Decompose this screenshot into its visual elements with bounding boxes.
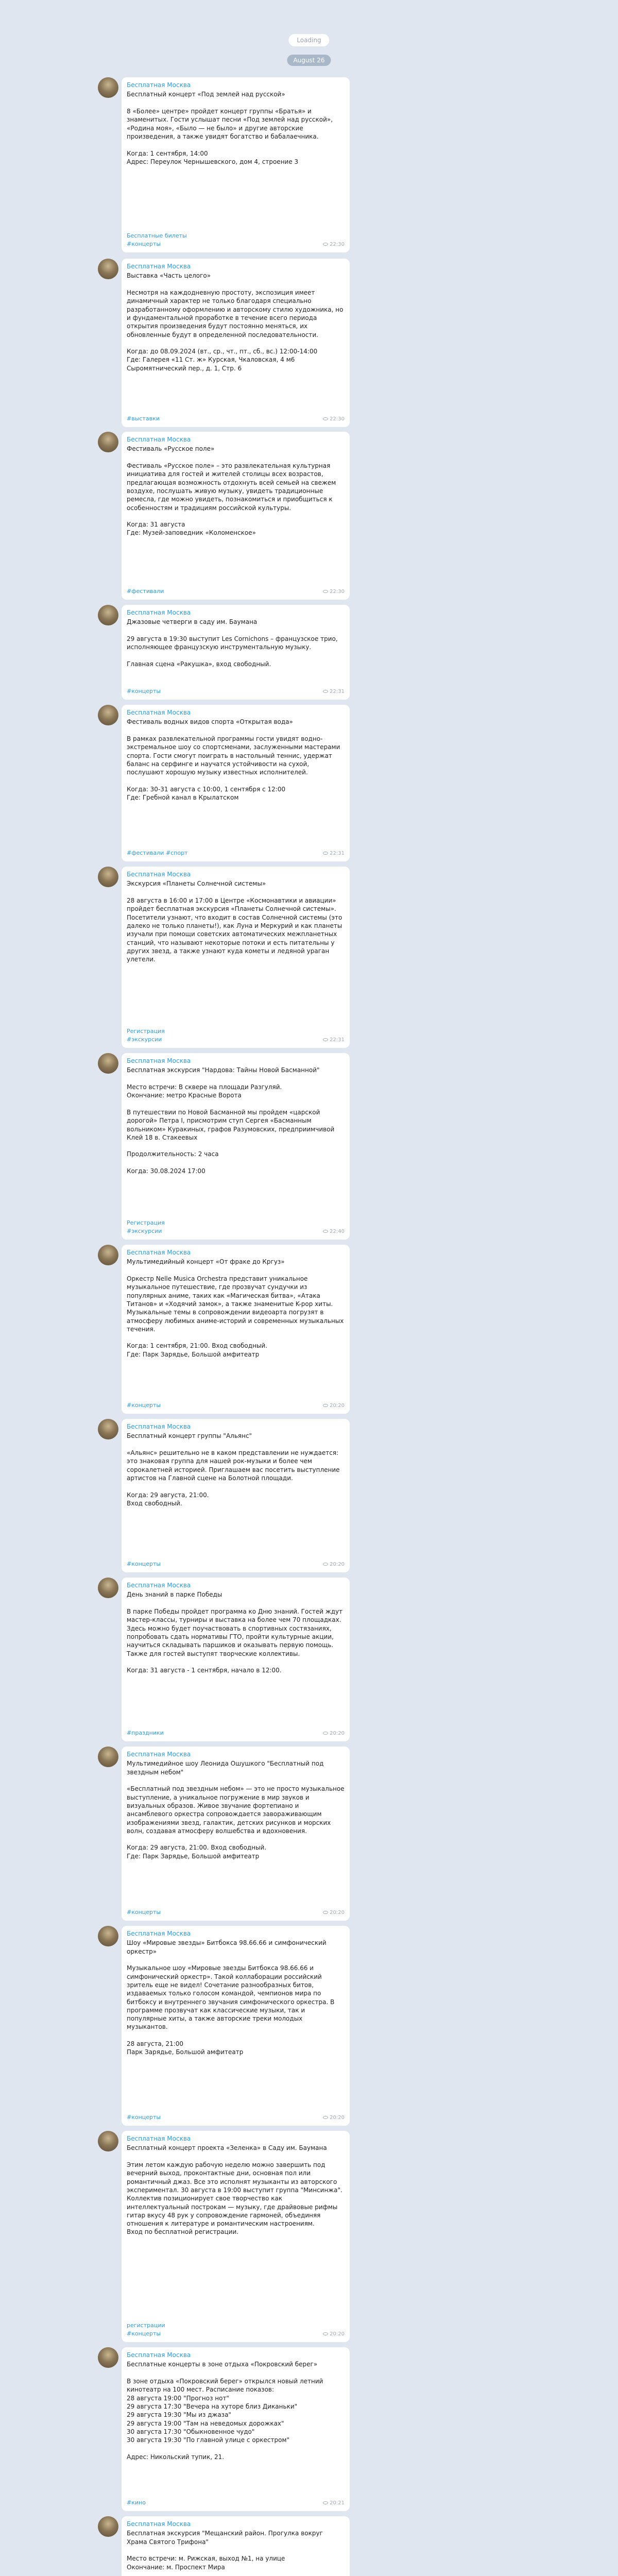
message-bubble xyxy=(122,1578,350,1741)
message-time: 20:20 xyxy=(330,2331,345,2337)
message-link[interactable]: Регистрация xyxy=(127,1028,165,1035)
sender-name[interactable]: Бесплатная Москва xyxy=(127,709,191,716)
message-bubble xyxy=(122,2516,350,2576)
message xyxy=(98,705,350,861)
message-time: 22:30 xyxy=(330,589,345,595)
message-text: Бесплатный концерт «Под землей над русской» 8 «Более» центре» пройдет концерт группы «Братья» и знаменитых. Гости услышат песни «Под землей над русской», «Родина моя», «Было — не было» и другие авторские произведения, а также увидят богатство и бабалаечника. Когда: 1 сентября, 14:00 Адрес: Переулок Чернышевского, дом 4, строение 3 xyxy=(127,91,333,165)
sender-name[interactable]: Бесплатная Москва xyxy=(127,1930,191,1937)
message xyxy=(98,1419,350,1572)
channel-avatar[interactable] xyxy=(98,1747,118,1767)
message-time: 22:31 xyxy=(330,689,345,695)
hashtag-link[interactable]: #концерты xyxy=(127,2330,161,2337)
views-icon xyxy=(323,243,328,246)
message xyxy=(98,2347,350,2511)
hashtag-link[interactable]: #концерты xyxy=(127,688,161,695)
views-icon xyxy=(323,1038,328,1041)
views-icon xyxy=(323,1911,328,1914)
message-meta xyxy=(321,416,345,423)
hashtag-link[interactable]: #концерты xyxy=(127,1561,161,1568)
sender-name[interactable]: Бесплатная Москва xyxy=(127,1751,191,1758)
message-text: Экскурсия «Планеты Солнечной системы» 28 августа в 16:00 и 17:00 в Центре «Космонавтики и авиации» пройдет бесплатная экскурсия «Планеты Солнечной системы». Посетители узнают, что входит в состав Солнечной системы (это далеко не только планеты!), как Луна и Меркурий и как планеты изучали при помощи советских автоматических межпланетных станций, что называют некоторые потоки и есть питательны у других звезд, а также узнают куда кометы и ледяной ураган улетели. xyxy=(127,880,342,963)
sender-name[interactable]: Бесплатная Москва xyxy=(127,871,191,878)
sender-name[interactable]: Бесплатная Москва xyxy=(127,1057,191,1064)
message-time: 20:20 xyxy=(330,1403,345,1409)
message-time: 20:21 xyxy=(330,2500,345,2506)
message xyxy=(98,2516,350,2576)
channel-avatar[interactable] xyxy=(98,1926,118,1946)
views-icon xyxy=(323,690,328,693)
message-time: 22:40 xyxy=(330,1229,345,1235)
sender-name[interactable]: Бесплатная Москва xyxy=(127,2135,191,2142)
date-separator: August 26 xyxy=(287,55,331,66)
message-meta xyxy=(321,2331,345,2338)
message-bubble xyxy=(122,867,350,1048)
views-icon xyxy=(323,852,328,855)
channel-avatar[interactable] xyxy=(98,2131,118,2151)
message-text: Фестиваль «Русское поле» Фестиваль «Русское поле» – это развлекательная культурная инициатива для гостей и жителей столицы всех возрастов, предлагающая возможность отдохнуть всей семьей на свежем воздухе, послушать живую музыку, увидеть традиционные ремесла, где можно увидеть, познакомиться и приобщиться к особенностям и традициям российской культуры. Когда: 31 августа Где: Музей-заповедник «Коломенское» xyxy=(127,445,336,537)
message xyxy=(98,605,350,700)
message-time: 20:20 xyxy=(330,1562,345,1568)
sender-name[interactable]: Бесплатная Москва xyxy=(127,436,191,443)
message-text: Бесплатная экскурсия "Мещанский район. Прогулка вокруг Храма Святого Трифона" Место встречи: м. Рижская, выход №1, на улице Окончание: м. Проспект Мира xyxy=(127,2530,323,2571)
message-text: Мультимедийный концерт «От фраке до Кргуз» Оркестр Nelle Musica Orchestra представит уникальное музыкальное путешествие, где прозвучат сундучки из популярных аниме, таких как «Магическая битва», «Атака Титанов» и «Ходячий замок», а также знаменитые K-pop хиты. Музыкальные темы в сопровождении видеоарта погрузят в атмосферу любимых аниме-историй и современных музыкальных течения. Когда: 1 сентября, 21:00. Вход свободный. Где: Парк Зарядье, Большой амфитеатр xyxy=(127,1258,344,1358)
message xyxy=(98,432,350,600)
message xyxy=(98,2131,350,2342)
message-meta xyxy=(321,1037,345,1044)
message-text: Джазовые четверги в саду им. Баумана 29 августа в 19:30 выступит Les Cornichons – французское трио, исполняющее французскую инструментальную музыку. Главная сцена «Ракушка», вход свободный. xyxy=(127,618,338,668)
message xyxy=(98,1747,350,1921)
message-meta xyxy=(321,241,345,248)
message-bubble xyxy=(122,77,350,252)
channel-avatar[interactable] xyxy=(98,77,118,98)
message-bubble xyxy=(122,1245,350,1414)
views-icon xyxy=(323,1563,328,1566)
message-text: Бесплатный концерт проекта «Зеленка» в Саду им. Баумана Этим летом каждую рабочую неделю можно завершить под вечерний выход, проконтактные дни, основная пол или романтичный джаз. Все это исполнят музыканты из авторского экспериментал. 30 августа в 19:00 выступит группа "Минсинжа". Коллектив позиционирует свое творчество как интеллектуальный построкам — музыку, где драйвовые рифмы гитар вкусу 48 рук у сопровождение гармоней, объединяя отношения к литературе и романтическим настроениям. Вход по бесплатной регистрации. xyxy=(127,2144,342,2236)
message-time: 22:30 xyxy=(330,416,345,422)
sender-name[interactable]: Бесплатная Москва xyxy=(127,263,191,270)
message-bubble xyxy=(122,1053,350,1240)
views-icon xyxy=(323,2501,328,2504)
message-meta xyxy=(321,850,345,857)
channel-avatar[interactable] xyxy=(98,705,118,725)
channel-avatar[interactable] xyxy=(98,1245,118,1265)
message-bubble xyxy=(122,259,350,427)
channel-avatar[interactable] xyxy=(98,2347,118,2368)
message-link[interactable]: Регистрация xyxy=(127,1219,165,1227)
message-meta xyxy=(321,588,345,596)
sender-name[interactable]: Бесплатная Москва xyxy=(127,2351,191,2359)
message xyxy=(98,1245,350,1414)
channel-avatar[interactable] xyxy=(98,2516,118,2537)
message xyxy=(98,259,350,427)
views-icon xyxy=(323,2332,328,2335)
message-text: День знаний в парке Победы В парке Победы пройдет программа ко Дню знаний. Гостей ждут мастер-классы, турниры и выставка на более чем 70 площадках. Здесь можно будет поучаствовать в спортивных состязаниях, попробовать сдать нормативы ГТО, пройти культурные акции, научиться складывать паршиков и оказывать первую помощь. Также для гостей выступят творческие коллективы. Когда: 31 августа - 1 сентября, начало в 12:00. xyxy=(127,1591,343,1674)
sender-name[interactable]: Бесплатная Москва xyxy=(127,1249,191,1256)
message-time: 20:20 xyxy=(330,1731,345,1737)
views-icon xyxy=(323,417,328,420)
hashtag-link[interactable]: #концерты xyxy=(127,1909,161,1916)
message-text: Бесплатная экскурсия "Нардова: Тайны Новой Басманной" Место встречи: В сквере на площади Разгуляй. Окончание: метро Красные Ворота В путешествии по Новой Басманной мы пройдем «царской дорогой» Петра I, присмотрим ступ Сергея «Басманным вольником» Куракиных, графов Разумовских, предприимчивой Клей 18 в. Стакеевых Продолжительность: 2 часа Когда: 30.08.2024 17:00 xyxy=(127,1066,335,1175)
channel-avatar[interactable] xyxy=(98,1053,118,1074)
hashtag-link[interactable]: #фестивали xyxy=(127,588,164,595)
hashtag-link[interactable]: #праздники xyxy=(127,1730,164,1737)
message-bubble xyxy=(122,1926,350,2126)
message-text: Мультимедийное шоу Леонида Ошушкого "Бесплатный под звездным небом" «Бесплатный под звездным небом» — это не просто музыкальное выступление, а уникальное погружение в мир звуков и визуальных образов. Живое звучание фортепиано и ансамблевого оркестра сопровождается завораживающим изображениями звезд, галактик, детских рисунков и морских волн, создавая атмосферу волшебства и вдохновения. Когда: 29 августа, 21:00. Вход свободный. Где: Парк Зарядье, Большой амфитеатр xyxy=(127,1760,345,1860)
sender-name[interactable]: Бесплатная Москва xyxy=(127,1423,191,1430)
channel-avatar[interactable] xyxy=(98,1419,118,1439)
sender-name[interactable]: Бесплатная Москва xyxy=(127,81,191,89)
message xyxy=(98,77,350,252)
views-icon xyxy=(323,1404,328,1407)
hashtag-link[interactable]: #концерты xyxy=(127,2114,161,2121)
hashtag-link[interactable]: #фестивали #спорт xyxy=(127,850,188,857)
message-text: Выставка «Часть целого» Несмотря на каждодневную простоту, экспозиция имеет динамичный характер не только благодаря специально разработанному оформлению и авторскому стилю художника, но и фундаментальной проработке в течение всего периода открытия произведения будут постоянно меняться, их обновленные будут в определенной последовательности. Когда: до 08.09.2024 (вт., ср., чт., пт., сб., вс.) 12:00-14:00 Где: Галерея «11 Ст. ж» Курская, Чкаловская, 4 м6 Сыромятнический пер., д. 1, Стр. 6 xyxy=(127,272,344,372)
message-time: 22:31 xyxy=(330,1037,345,1043)
channel-avatar[interactable] xyxy=(98,867,118,887)
message-text: Шоу «Мировые звезды» Битбокса 98.66.66 и симфонический оркестр» Музыкальное шоу «Мировые звезды Битбокса 98.66.66 и симфонический оркестр». Такой коллаборации российский зритель еще не видел! Сочетание разнообразных битов, издаваемых только голосом командой, чемпионов мира по битбоксу и внутреннего звучания симфонического оркестра. В программе прозвучат как классические музыки, так и популярные хиты, а также авторские треки молодых музыкантов. 28 августа, 21:00 Парк Зарядье, Большой амфитеатр xyxy=(127,1939,335,2056)
message-bubble xyxy=(122,2131,350,2342)
hashtag-link[interactable]: #экскурсии xyxy=(127,1036,162,1043)
message-meta xyxy=(321,1909,345,1917)
message-bubble xyxy=(122,1747,350,1921)
message-time: 20:20 xyxy=(330,2115,345,2121)
hashtag-link[interactable]: #экскурсии xyxy=(127,1228,162,1235)
message-text: Бесплатные концерты в зоне отдыха «Покровский берег» В зоне отдыха «Покровский берег» открылся новый летний кинотеатр на 100 мест. Расписание показов: 28 августа 19:00 "Прогноз нот" 29 августа 17:30 "Вечера на хуторе близ Диканьки" 29 августа 19:30 "Мы из джаза" 29 августа 19:00 "Там на неведомых дорожках" 30 августа 17:30 "Обыкновенное чудо" 30 августа 19:30 "По главной улице с оркестром" Адрес: Никольский тупик, 21. xyxy=(127,2361,323,2461)
message-bubble xyxy=(122,705,350,861)
message-meta xyxy=(321,1730,345,1737)
channel-avatar[interactable] xyxy=(98,605,118,625)
message-meta xyxy=(321,1402,345,1410)
channel-avatar[interactable] xyxy=(98,432,118,452)
message-time: 22:31 xyxy=(330,851,345,857)
sender-name[interactable]: Бесплатная Москва xyxy=(127,2520,191,2528)
loading-indicator: Loading xyxy=(288,34,329,46)
message-bubble xyxy=(122,605,350,700)
views-icon xyxy=(323,1230,328,1233)
message-link[interactable]: Бесплатные билеты xyxy=(127,232,187,240)
views-icon xyxy=(323,590,328,593)
sender-name[interactable]: Бесплатная Москва xyxy=(127,1582,191,1589)
channel-avatar[interactable] xyxy=(98,259,118,279)
message-bubble xyxy=(122,2347,350,2511)
hashtag-link[interactable]: #концерты xyxy=(127,241,161,248)
sender-name[interactable]: Бесплатная Москва xyxy=(127,609,191,616)
message-meta xyxy=(321,688,345,696)
message-meta xyxy=(321,2500,345,2507)
message-text: Бесплатный концерт группы "Альянс" «Альянс» решительно не в каком представлении не нуждается: это знаковая группа для нашей рок-музыки и более чем сорокалетней историей. Приглашаем вас посетить выступление артистов на Главной сцене на Болотной площади. Когда: 29 августа, 21:00. Вход свободный. xyxy=(127,1432,340,1507)
hashtag-link[interactable]: #выставки xyxy=(127,415,160,422)
message-bubble xyxy=(122,432,350,600)
message-link[interactable]: регистрации xyxy=(127,2322,165,2329)
message-time: 20:20 xyxy=(330,1910,345,1916)
views-icon xyxy=(323,1732,328,1735)
message-text: Фестиваль водных видов спорта «Открытая вода» В рамках развлекательной программы гости увидят водно-экстремальное шоу со спортсменами, заслуженными мастерами спорта. Гости смогут поиграть в настольный теннис, удержат баланс на серфинге и научатся устойчивости на сухой, послушают хорошую музыку известных исполнителей. Когда: 30-31 августа с 10:00, 1 сентября с 12:00 Где: Гребной канал в Крылатском xyxy=(127,718,340,802)
message-meta xyxy=(321,1561,345,1568)
message-meta xyxy=(321,1228,345,1235)
message xyxy=(98,867,350,1048)
message-meta xyxy=(321,2114,345,2122)
message xyxy=(98,1053,350,1240)
message-bubble xyxy=(122,1419,350,1572)
message-time: 22:30 xyxy=(330,242,345,248)
hashtag-link[interactable]: #концерты xyxy=(127,1402,161,1409)
channel-avatar[interactable] xyxy=(98,1578,118,1598)
views-icon xyxy=(323,2116,328,2119)
message xyxy=(98,1926,350,2126)
hashtag-link[interactable]: #кино xyxy=(127,2499,146,2506)
message xyxy=(98,1578,350,1741)
